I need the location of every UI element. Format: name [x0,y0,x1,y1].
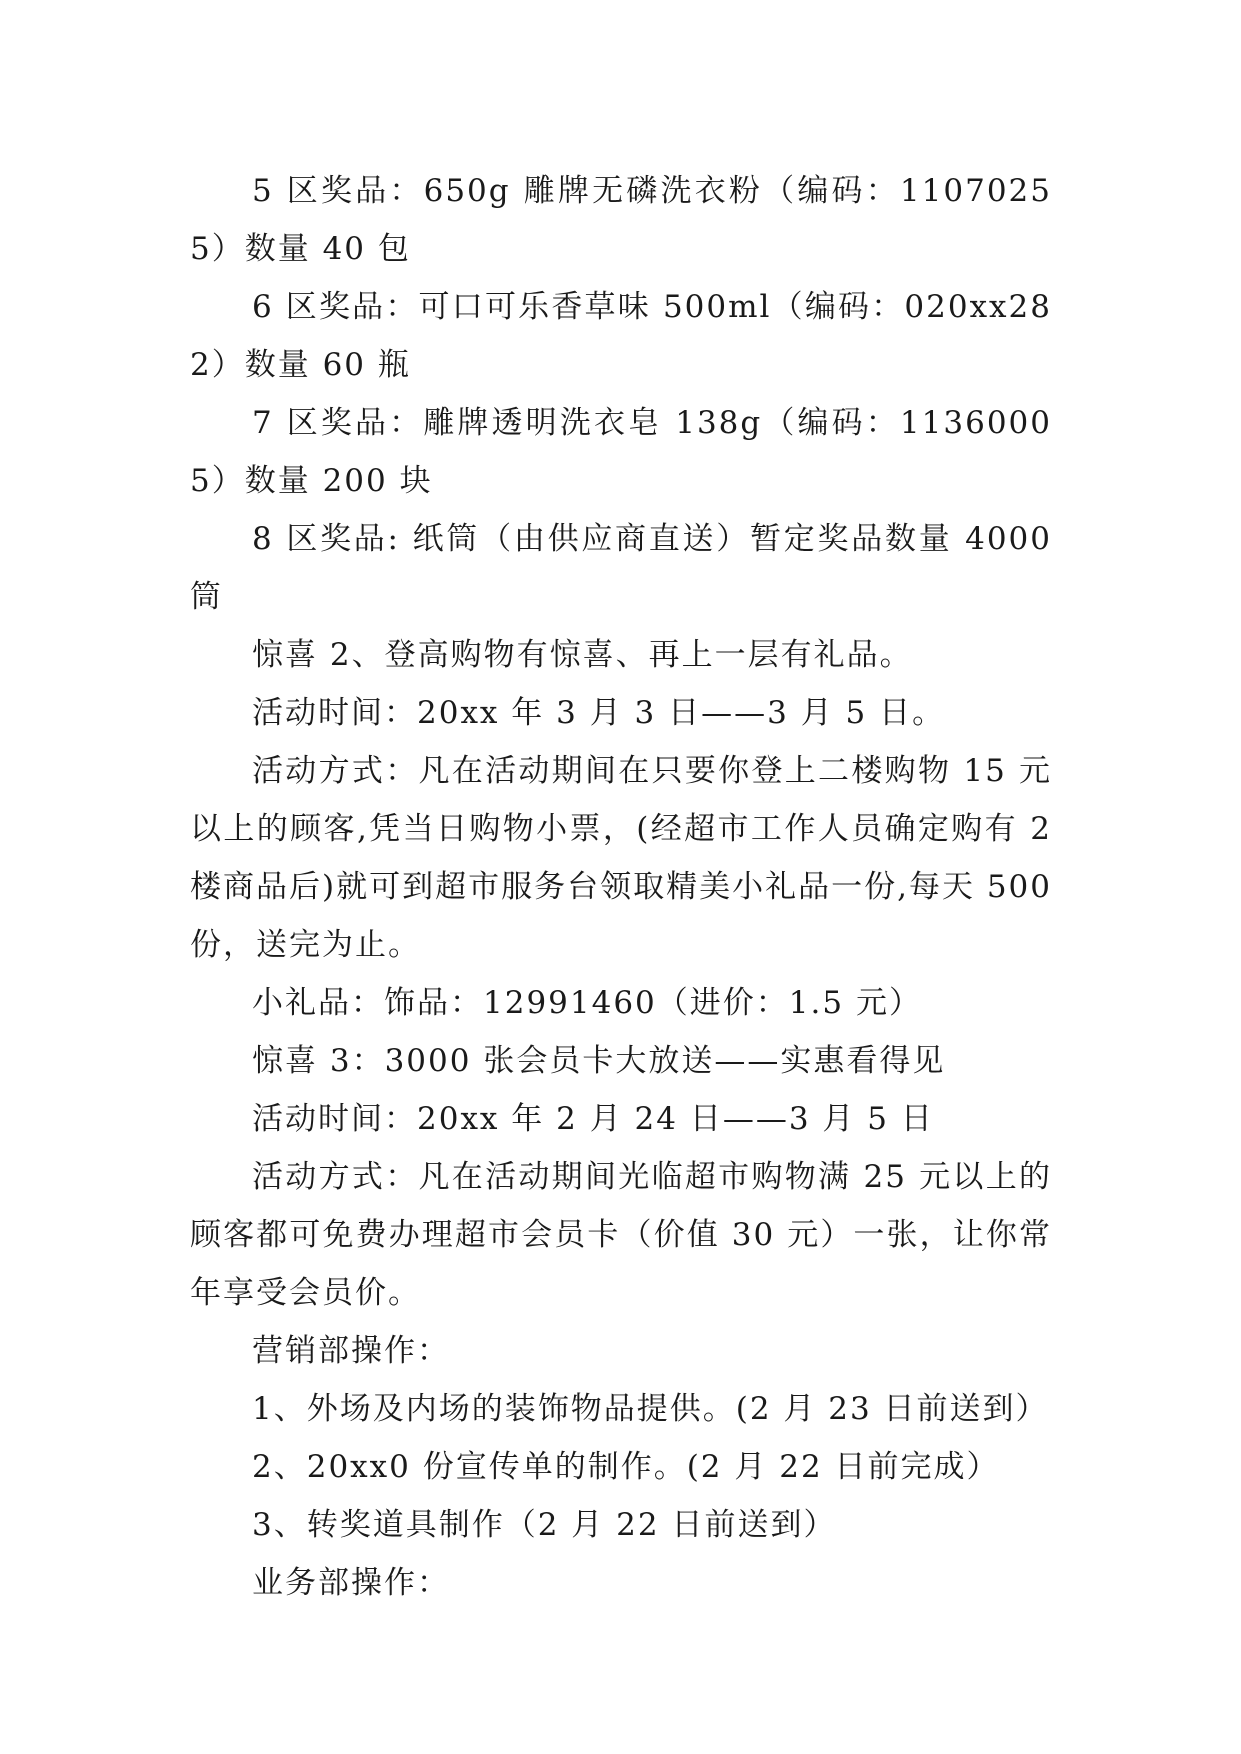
paragraph-activity-method-2: 活动方式：凡在活动期间光临超市购物满 25 元以上的顾客都可免费办理超市会员卡（价值 30 元）一张，让你常年享受会员价。 [190,1159,1052,1311]
paragraph-prize-zone-6: 6 区奖品：可口可乐香草味 500ml（编码：020xx282）数量 60 瓶 [190,289,1052,383]
paragraph-activity-time-1: 活动时间：20xx 年 3 月 3 日——3 月 5 日。 [252,695,946,731]
paragraph-surprise-2: 惊喜 2、登高购物有惊喜、再上一层有礼品。 [252,637,913,673]
paragraph-marketing-item-3: 3、转奖道具制作（2 月 22 日前送到） [252,1507,837,1543]
paragraph-prize-zone-5: 5 区奖品：650g 雕牌无磷洗衣粉（编码：11070255）数量 40 包 [190,173,1052,267]
paragraph-marketing-dept: 营销部操作： [252,1333,450,1369]
paragraph-surprise-3: 惊喜 3：3000 张会员卡大放送——实惠看得见 [252,1043,946,1079]
paragraph-marketing-item-1: 1、外场及内场的装饰物品提供。(2 月 23 日前送到） [252,1391,1049,1427]
paragraph-business-dept: 业务部操作： [252,1565,450,1601]
paragraph-marketing-item-2: 2、20xx0 份宣传单的制作。(2 月 22 日前完成） [252,1449,1000,1485]
paragraph-prize-zone-8: 8 区奖品: 纸筒（由供应商直送）暂定奖品数量 4000 筒 [190,521,1052,615]
paragraph-small-gift: 小礼品：饰品：12991460（进价：1.5 元） [252,985,922,1021]
document-body [190,162,1052,1612]
paragraph-activity-method-1: 活动方式：凡在活动期间在只要你登上二楼购物 15 元以上的顾客,凭当日购物小票，(经超市工作人员确定购有 2 楼商品后)就可到超市服务台领取精美小礼品一份,每天 500 份，送完为止。 [190,753,1052,963]
paragraph-prize-zone-7: 7 区奖品：雕牌透明洗衣皂 138g（编码：11360005）数量 200 块 [190,405,1052,499]
paragraph-activity-time-2: 活动时间：20xx 年 2 月 24 日——3 月 5 日 [252,1101,934,1137]
